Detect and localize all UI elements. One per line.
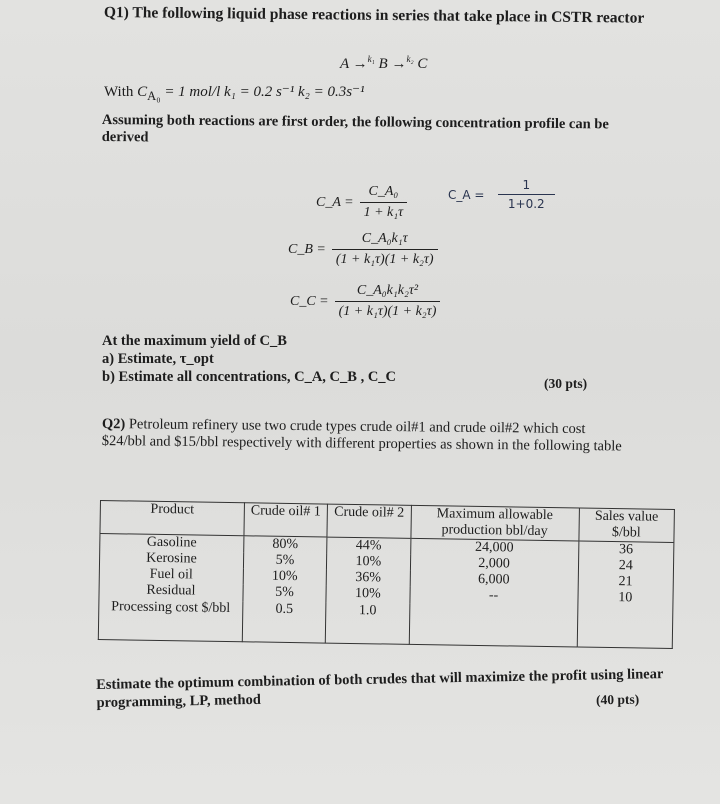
cell-crude-1: 10% [243, 569, 327, 586]
equation-cb [288, 231, 438, 268]
cell-max-production: 6,000 [410, 571, 578, 590]
q2-label: Q2) [101, 416, 126, 433]
max-yield-heading: At the maximum yield of C_B [102, 333, 287, 349]
cell-crude-2: 10% [327, 554, 411, 571]
cell-crude-1: 0.5 [242, 601, 326, 643]
handwritten-numerator: 1 [522, 178, 531, 192]
equation-cc-numerator: C_A₀k₁k₂τ² [356, 283, 419, 298]
cell-crude-2: 44% [327, 537, 411, 555]
assumption-text: Assuming both reactions are first order, the following concentration profile can be derived [101, 112, 609, 146]
cell-sales-value: 21 [578, 574, 674, 592]
cell-crude-2: 36% [326, 570, 410, 587]
equation-cb-lhs: C_B = [288, 241, 326, 257]
arrow-k2: →$^{k_2}$ [391, 54, 414, 72]
cell-sales-value [577, 606, 673, 648]
cell-crude-1: 5% [243, 585, 327, 602]
arrow-k1: →$^{k_1}$ [352, 54, 375, 72]
equation-ca-numerator: C_A₀ [368, 184, 399, 199]
species-c: C [417, 56, 428, 72]
equation-ca-fraction [360, 184, 408, 221]
cell-sales-value: 36 [578, 541, 674, 559]
header-product: Product [100, 501, 244, 536]
equation-cb-numerator: C_A₀k₁τ [361, 231, 408, 246]
rate-k1-label: k₁ [367, 54, 375, 64]
header-crude-1: Crude oil# 1 [244, 503, 328, 537]
table-row [98, 599, 673, 649]
cell-sales-value: 10 [577, 590, 673, 608]
handwritten-fraction [492, 178, 560, 211]
equation-cc-fraction [335, 283, 441, 320]
header-sales-value: Sales value $/bbl [578, 508, 674, 543]
q1-points: (30 pts) [544, 376, 588, 391]
cell-max-production [409, 603, 578, 646]
handwritten-denominator: 1+0.2 [498, 194, 555, 211]
equation-cc [290, 283, 440, 320]
cell-product: Residual [99, 582, 243, 600]
handwritten-note [448, 178, 560, 211]
given-ca0: C [137, 84, 148, 100]
equation-cb-denominator: (1 + k₁τ)(1 + k₂τ) [332, 249, 438, 268]
cell-max-production: -- [409, 587, 577, 606]
given-values [104, 84, 365, 104]
max-yield-block [102, 332, 396, 386]
cell-product: Gasoline [100, 534, 244, 553]
equation-cb-fraction [332, 231, 438, 268]
species-b: B [378, 56, 388, 72]
q1-title: Q1) The following liquid phase reactions in series that take place in CSTR reactor [103, 4, 645, 27]
equation-ca [316, 184, 407, 221]
q2-points: (40 pts) [595, 691, 640, 708]
cell-product: Fuel oil [99, 566, 243, 584]
header-crude-2: Crude oil# 2 [327, 504, 411, 538]
equation-cc-lhs: C_C = [290, 293, 329, 309]
cell-crude-2: 1.0 [325, 602, 409, 644]
q2-body: Petroleum refinery use two crude types crude oil#1 and crude oil#2 which cost $24/bbl and $15/bbl respectively with different properties as shown in the following table [101, 416, 622, 455]
cell-crude-2: 10% [326, 586, 410, 603]
equation-ca-lhs: C_A = [316, 194, 354, 210]
cell-crude-1: 5% [243, 553, 327, 570]
cell-max-production: 2,000 [410, 555, 578, 574]
header-max-production: Maximum allowable production bbl/day [410, 505, 578, 541]
q2-text [102, 416, 622, 456]
part-b: b) Estimate all concentrations, C_A, C_B , C_C [102, 369, 397, 386]
species-a: A [340, 56, 349, 72]
equation-cc-denominator: (1 + k₁τ)(1 + k₂τ) [335, 301, 441, 320]
given-ca0-sub: A₀ [147, 89, 161, 103]
rate-k2-label: k₂ [406, 54, 414, 64]
q2-estimate: Estimate the optimum combination of both crudes that will maximize the profit using linear programming, LP, method [96, 666, 664, 712]
given-prefix: With [104, 84, 138, 100]
part-a: a) Estimate, τ_opt [102, 351, 214, 368]
cell-crude-1: 80% [243, 536, 327, 554]
handwritten-lhs: C_A = [448, 187, 485, 202]
given-rest: = 1 mol/l k₁ = 0.2 s⁻¹ k₂ = 0.3s⁻¹ [160, 84, 365, 100]
reaction-scheme [340, 54, 427, 74]
refinery-table [98, 500, 675, 649]
cell-product: Kerosine [99, 550, 243, 568]
equation-ca-denominator: 1 + k₁τ [360, 202, 408, 221]
cell-product: Processing cost $/bbl [98, 599, 242, 642]
cell-sales-value: 24 [578, 558, 674, 576]
cell-max-production: 24,000 [410, 539, 578, 558]
